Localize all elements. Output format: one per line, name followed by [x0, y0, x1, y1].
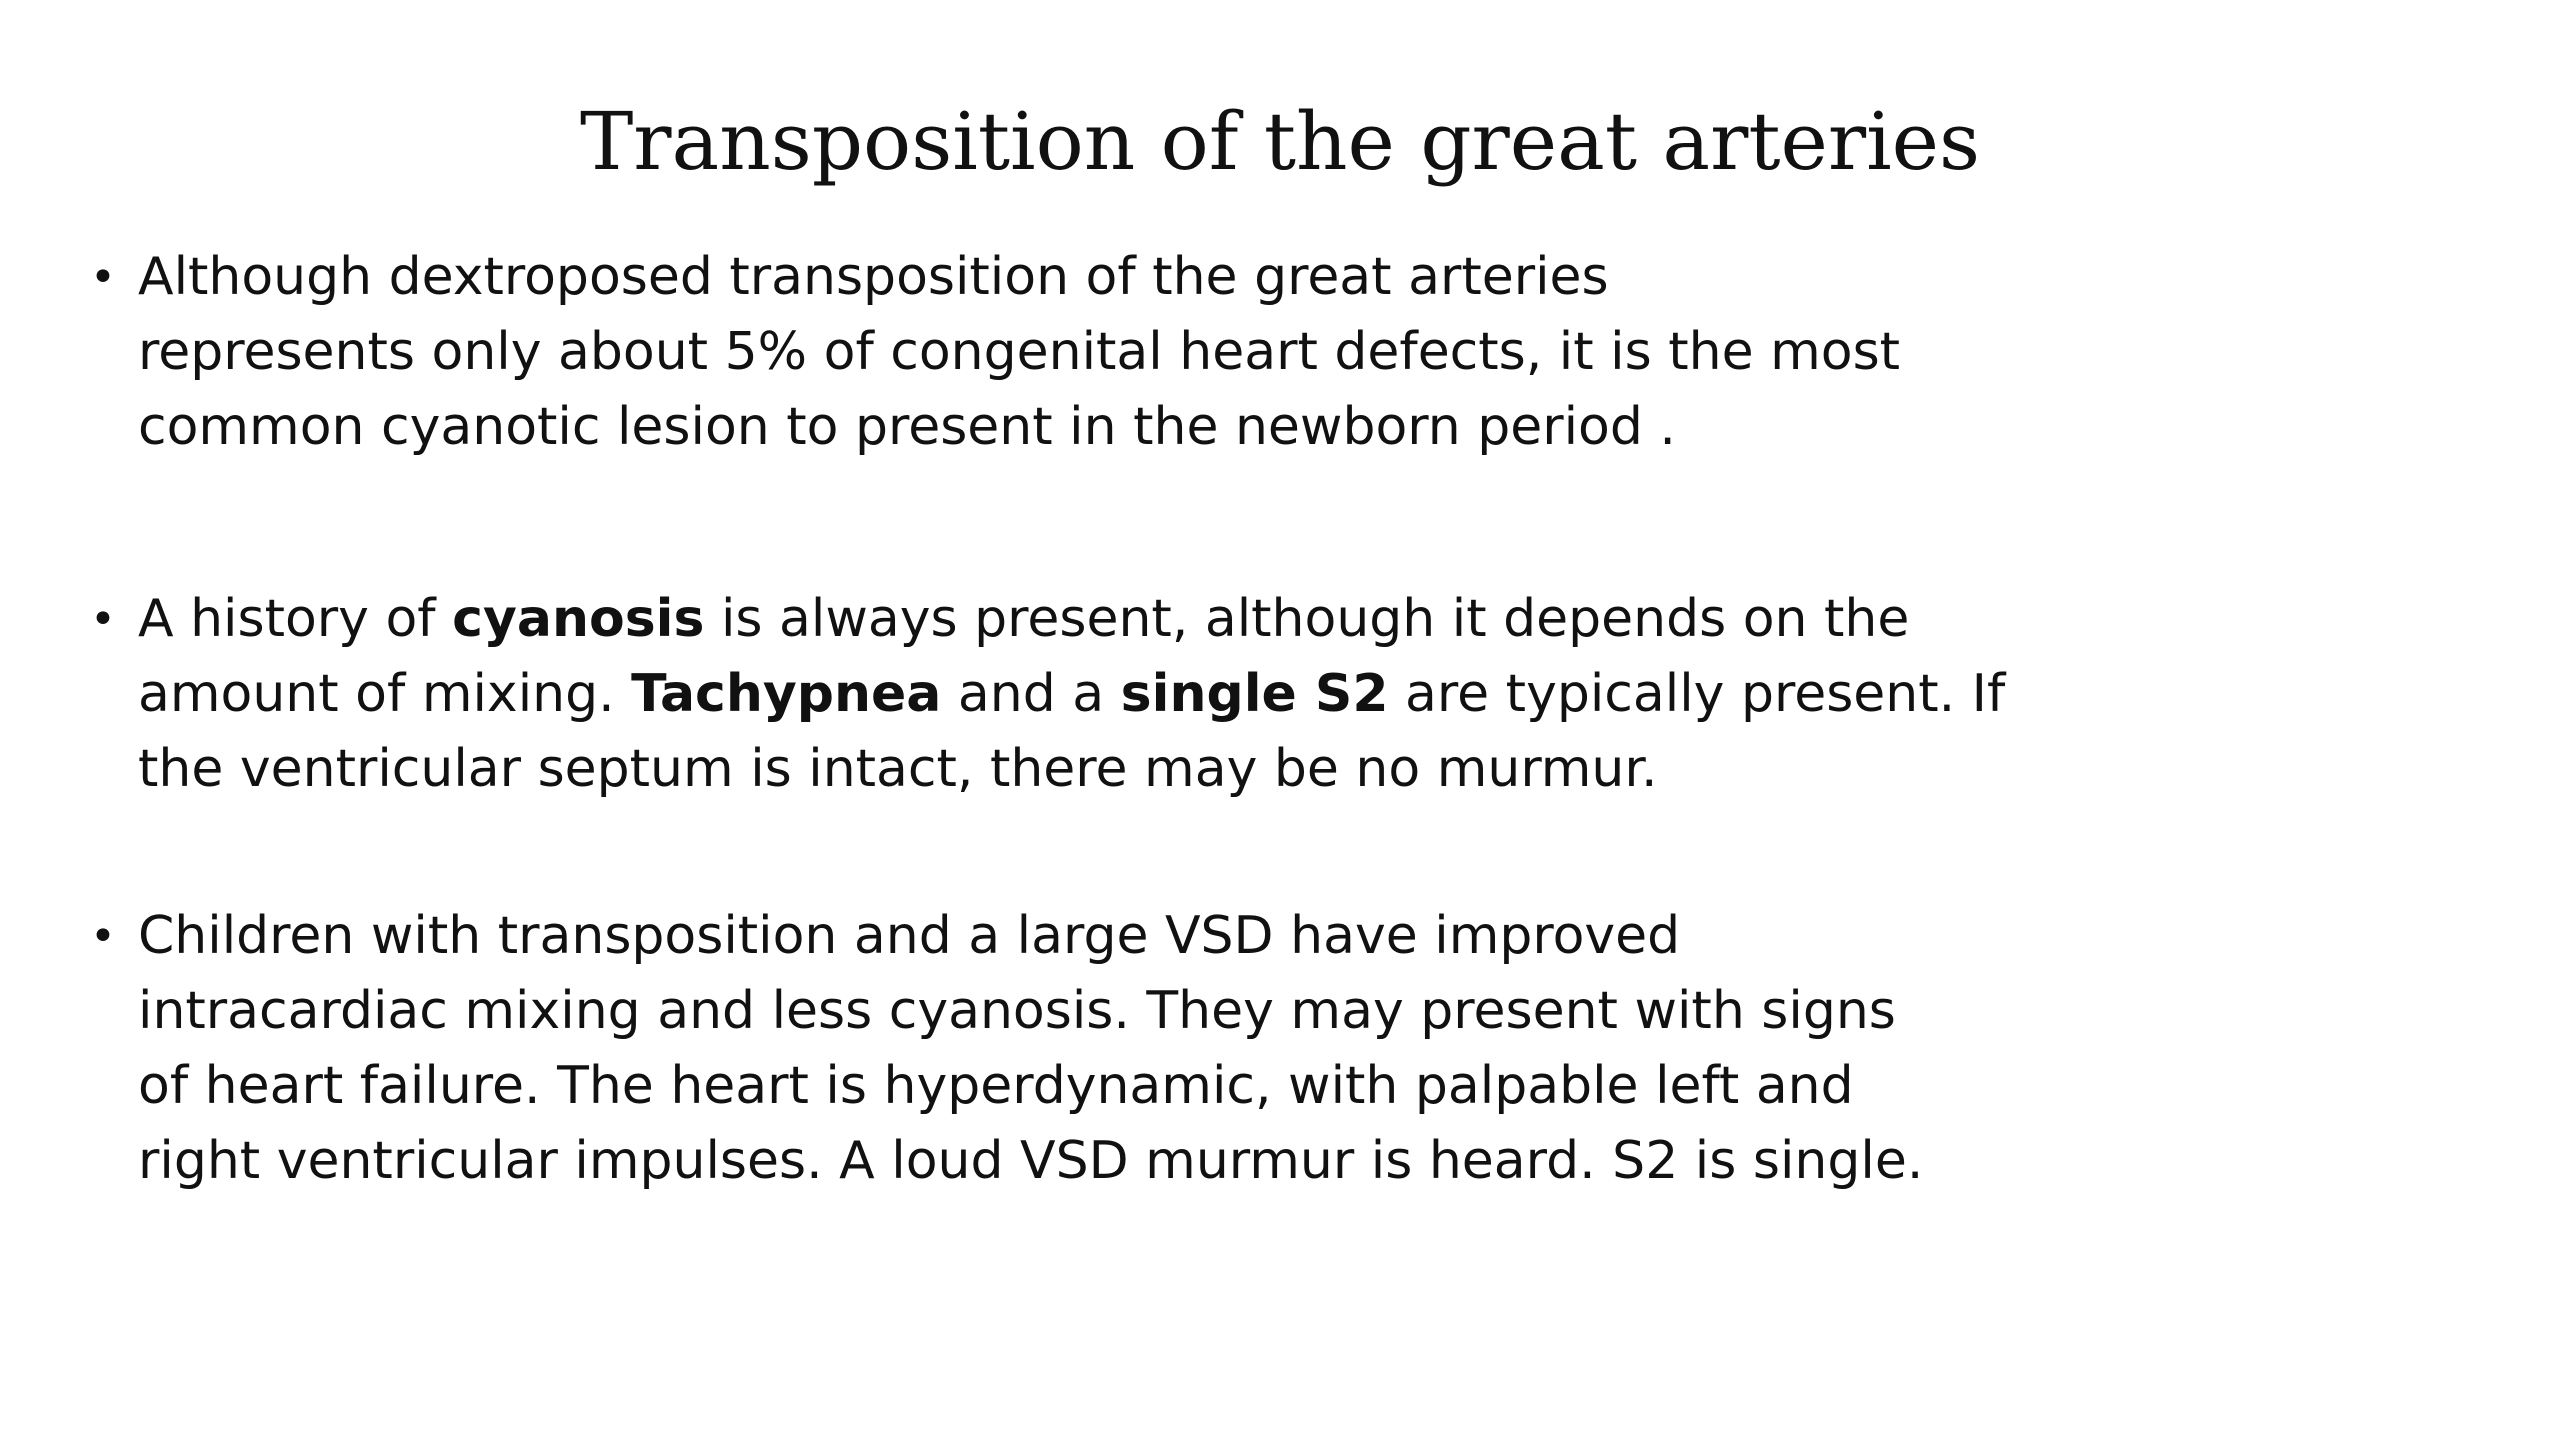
bullet-line: represents only about 5% of congenital heart defects, it is the most	[138, 322, 1901, 382]
bullet-item	[90, 582, 2050, 807]
bullet-line	[138, 657, 2050, 732]
bullet-icon: •	[90, 252, 116, 303]
bullet-line: the ventricular septum is intact, there may be no murmur.	[138, 739, 1658, 799]
bullet-line: of heart failure. The heart is hyperdynamic, with palpable left and	[138, 1056, 1854, 1116]
text-run: are typically present. If	[1388, 664, 2006, 724]
emphasis-single-s2: single S2	[1120, 664, 1389, 724]
slide-title: Transposition of the great arteries	[579, 95, 1981, 188]
bullet-icon: •	[90, 594, 116, 645]
emphasis-cyanosis: cyanosis	[452, 589, 705, 649]
bullet-line: intracardiac mixing and less cyanosis. They may present with signs	[138, 981, 1896, 1041]
text-run: and a	[941, 664, 1121, 724]
bullet-line	[138, 582, 2050, 657]
bullet-line: Although dextroposed transposition of the great arteries	[138, 247, 1609, 307]
bullet-item	[90, 240, 2050, 465]
bullet-list	[90, 240, 2050, 1199]
text-run: A history of	[138, 589, 453, 649]
text-run: amount of mixing.	[138, 664, 632, 724]
bullet-line: common cyanotic lesion to present in the newborn period .	[138, 397, 1676, 457]
emphasis-tachypnea: Tachypnea	[631, 664, 942, 724]
bullet-item	[90, 899, 2050, 1199]
bullet-line: right ventricular impulses. A loud VSD murmur is heard. S2 is single.	[138, 1131, 1924, 1191]
bullet-line: Children with transposition and a large VSD have improved	[138, 906, 1681, 966]
text-run: is always present, although it depends on the	[704, 589, 1910, 649]
bullet-icon: •	[90, 911, 116, 962]
